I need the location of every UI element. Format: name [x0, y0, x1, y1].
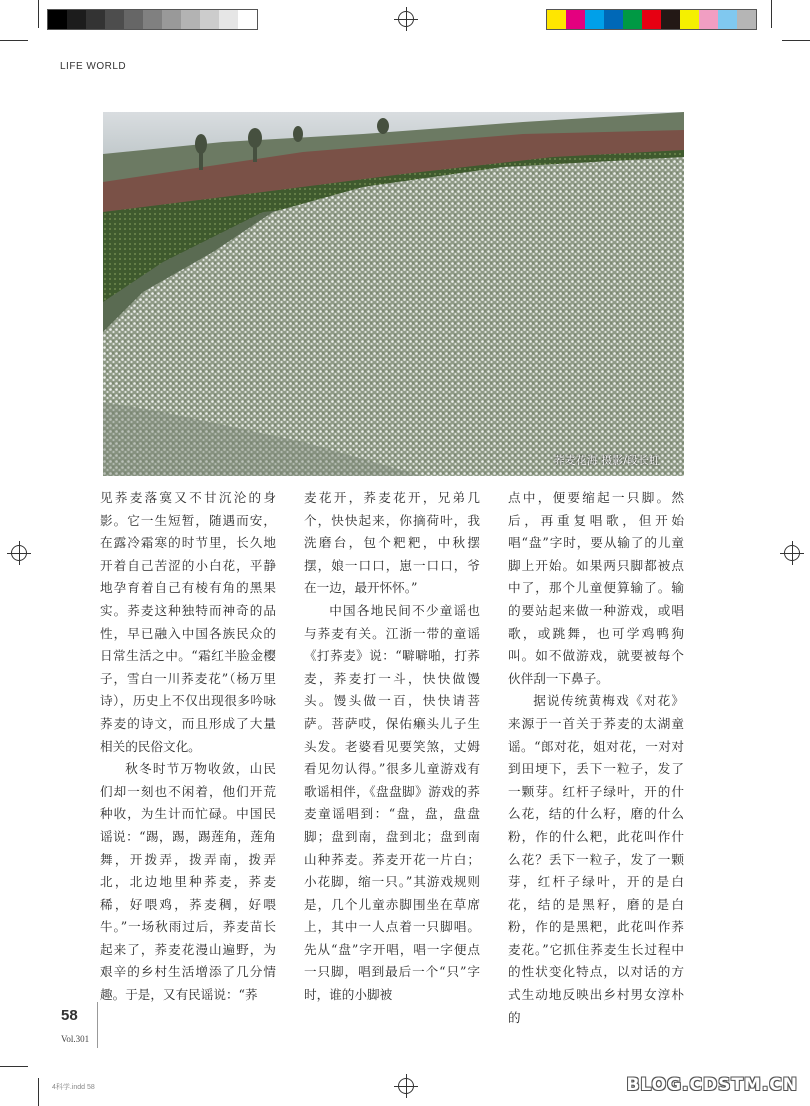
- paragraph: 据说传统黄梅戏《对花》来源于一首关于荞麦的太湖童谣。“郎对花，姐对花，一对对到田埂下，丢下一粒子，发了一颗芽。红杆子绿叶，开的什么花，结的什么籽，磨的什么粉，作的什么粑，此花叫作什么花？丢下一粒子，发了一颗芽，红杆子绿叶，开的是白花，结的是黑籽，磨的是白粉，作的是黑粑，此花叫作荞麦花。”它抓住荞麦生长过程中的性状变化特点，以对话的方式生动地反映出乡村男女淳朴的: [508, 693, 684, 1025]
- color-swatch: [604, 10, 623, 29]
- color-swatch: [200, 10, 219, 29]
- color-swatch: [642, 10, 661, 29]
- paragraph: 麦花开，荞麦花开，兄弟几个，快快起来，你摘荷叶，我洗磨台，包个粑粑，中秋摆摆，娘一口口，崽一口口，爷在一边，最开怀怀。”: [304, 490, 480, 596]
- buckwheat-field-photo: [103, 112, 684, 476]
- color-swatch: [181, 10, 200, 29]
- crop-mark: [38, 1078, 39, 1106]
- color-swatch: [143, 10, 162, 29]
- color-swatch: [105, 10, 124, 29]
- color-swatch: [737, 10, 756, 29]
- page-number: 58: [61, 1007, 78, 1024]
- section-label: LIFE WORLD: [60, 61, 127, 72]
- color-swatch: [566, 10, 585, 29]
- color-swatch: [547, 10, 566, 29]
- paragraph: 点中，便要缩起一只脚。然后，再重复唱歌，但开始唱“盘”字时，要从输了的儿童脚上开始。如果两只脚都被点中了，那个儿童便算输了。输的要站起来做一种游戏，或唱歌，或跳舞，也可学鸡鸭狗叫。如不做游戏，就要被每个伙伴刮一下鼻子。: [508, 490, 684, 686]
- text-column-3: [508, 487, 684, 1029]
- color-swatch: [162, 10, 181, 29]
- photo-caption: 荞麦花海 摄影/段长虹: [553, 454, 660, 467]
- color-swatch: [623, 10, 642, 29]
- color-swatch: [219, 10, 238, 29]
- divider: [97, 1002, 98, 1048]
- paragraph: 见荞麦落寞又不甘沉沦的身影。它一生短暂，随遇而安，在露冷霜寒的时节里，长久地开着自己苦涩的小白花，平静地孕育着自己有棱有角的黑果实。荞麦这种独特而神奇的品性，早已融入中国各族民众的日常生活之中。“霜红半脸金樱子，雪白一川荞麦花”（杨万里诗），历史上不仅出现很多吟咏荞麦的诗文，而且形成了大量相关的民俗文化。: [100, 490, 276, 754]
- crop-mark: [771, 0, 772, 28]
- registration-mark-right: [784, 545, 800, 561]
- color-swatch: [124, 10, 143, 29]
- color-swatch: [680, 10, 699, 29]
- crop-mark: [38, 0, 39, 28]
- gray-calibration-bar: [47, 9, 258, 30]
- color-swatch: [48, 10, 67, 29]
- color-swatch: [67, 10, 86, 29]
- crop-mark: [0, 40, 28, 41]
- file-slug: 4科学.indd 58: [52, 1084, 95, 1091]
- text-column-1: [100, 487, 276, 1007]
- paragraph: 秋冬时节万物收敛，山民们却一刻也不闲着，他们开荒种收，为生计而忙碌。中国民谣说：“踢，踢，踢莲角，莲角舞，开拨弄，拨弄南，拨弄北，北边地里种荞麦，荞麦稀，好喂鸡，荞麦稠，好喂牛。”一场秋雨过后，荞麦苗长起来了，荞麦花漫山遍野，为艰辛的乡村生活增添了几分情趣。于是，又有民谣说：“荞: [100, 761, 276, 1003]
- color-swatch: [585, 10, 604, 29]
- watermark: BLOG.CDSTM.CN: [626, 1075, 798, 1095]
- crop-mark: [0, 1066, 28, 1067]
- color-swatch: [86, 10, 105, 29]
- crop-mark: [782, 40, 810, 41]
- volume-label: Vol.301: [61, 1034, 90, 1044]
- color-swatch: [718, 10, 737, 29]
- text-column-2: [304, 487, 480, 1007]
- color-swatch: [661, 10, 680, 29]
- paragraph: 中国各地民间不少童谣也与荞麦有关。江浙一带的童谣《打荞麦》说：“噼噼啪，打荞麦，荞麦打一斗，快快做馒头。馒头做一百，快快请菩萨。菩萨哎，保佑癞头儿子生头发。老婆看见要笑煞，丈姆看见勿认得。”很多儿童游戏有歌谣相伴，《盘盘脚》游戏的荞麦童谣唱到：“盘，盘，盘盘脚；盘到南，盘到北；盘到南山种荞麦。荞麦开花一片白；小花脚，缩一只。”其游戏规则是，几个儿童赤脚围坐在草席上，其中一人点着一只脚唱。先从“盘”字开唱，唱一字便点一只脚，唱到最后一个“只”字时，谁的小脚被: [304, 602, 480, 1003]
- registration-mark-top: [398, 11, 414, 27]
- color-calibration-bar: [546, 9, 757, 30]
- registration-mark-left: [11, 545, 27, 561]
- color-swatch: [238, 10, 257, 29]
- color-swatch: [699, 10, 718, 29]
- registration-mark-bottom: [398, 1078, 414, 1094]
